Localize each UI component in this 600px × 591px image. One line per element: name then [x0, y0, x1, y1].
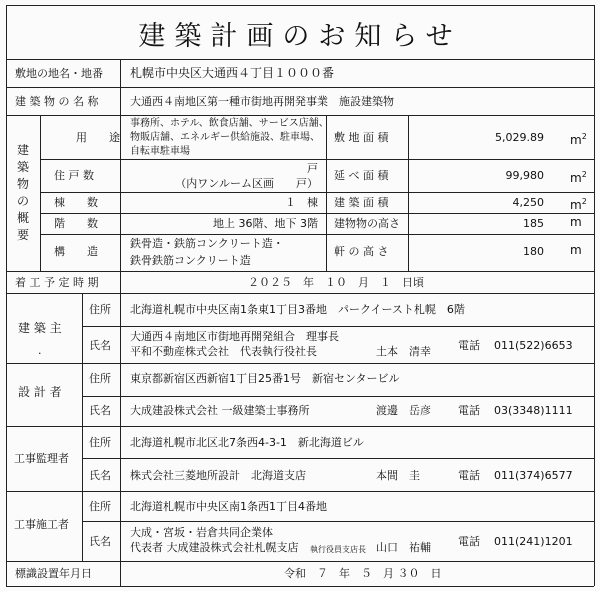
designer-tel-label: 電話 — [458, 404, 480, 417]
building-area-label: 建 築 面 積 — [334, 196, 389, 209]
contractor-address: 北海道札幌市中央区南1条西1丁目4番地 — [130, 500, 327, 513]
owner-address: 北海道札幌市中央区南1条東1丁目3番地 パークイースト札幌 6階 — [130, 303, 465, 316]
rule — [6, 59, 594, 60]
floor-area-unit: $m^2$ — [570, 170, 587, 185]
eaves-label: 軒 の 高 さ — [334, 245, 389, 258]
structure-label: 構 造 — [54, 245, 98, 258]
structure-line-1: 鉄骨造・鉄筋コンクリート造・ — [130, 237, 284, 250]
border-bottom — [6, 586, 594, 587]
supervisor-address-label: 住所 — [89, 436, 111, 449]
eaves-value: 180 — [523, 245, 544, 258]
supervisor-name: 株式会社三菱地所設計 北海道支店 — [130, 469, 306, 482]
rule — [120, 271, 121, 293]
owner-name-line-2: 平和不動産株式会社 代表執行役社長 — [130, 345, 317, 358]
use-line-2: 物販店舗、エネルギー供給施設、駐車場、 — [130, 132, 320, 143]
use-line-3: 自転車駐車場 — [130, 146, 190, 157]
supervisor-person: 本間 圭 — [376, 469, 420, 482]
start-label: 着 工 予 定 時 期 — [15, 276, 99, 289]
rule — [326, 115, 327, 271]
contractor-person: 山口 祐輔 — [376, 541, 431, 554]
overview-section-label: 建築物の概要 — [16, 143, 29, 242]
contractor-name-line-2: 代表者 大成建設株式会社札幌支店 — [130, 541, 299, 554]
owner-tel-label: 電話 — [458, 339, 480, 352]
rule — [6, 87, 594, 88]
owner-tel: 011(522)6653 — [494, 339, 573, 352]
supervisor-tel-label: 電話 — [458, 469, 480, 482]
site-area-label: 敷 地 面 積 — [334, 131, 389, 144]
buildings-label: 棟 数 — [54, 196, 98, 209]
designer-name-label: 氏名 — [89, 404, 111, 417]
rule — [40, 234, 594, 235]
building-name-label: 建 築 物 の 名 称 — [15, 95, 99, 108]
eaves-unit: m — [570, 243, 582, 257]
rule — [82, 396, 594, 397]
rule — [120, 293, 121, 561]
building-area-unit: $m^2$ — [570, 197, 587, 212]
floors-value: 地上 36階、地下 3階 — [213, 217, 318, 230]
site-label: 敷地の地名・地番 — [15, 67, 103, 80]
rule — [40, 213, 594, 214]
rule — [40, 159, 594, 160]
use-line-1: 事務所、ホテル、飲食店舗、サービス店舗、 — [130, 118, 329, 129]
designer-address: 東京都新宿区西新宿1丁目25番1号 新宿センタービル — [130, 372, 400, 385]
supervisor-address: 北海道札幌市北区北7条西4-3-1 新北海道ビル — [130, 436, 364, 449]
building-area-value: 4,250 — [512, 196, 544, 209]
rule — [82, 293, 83, 561]
border-left — [6, 5, 7, 586]
contractor-tel: 011(241)1201 — [494, 535, 573, 548]
floor-area-label: 延 べ 面 積 — [334, 169, 389, 182]
supervisor-label: 工事監理者 — [14, 452, 69, 465]
contractor-address-label: 住所 — [89, 500, 111, 513]
owner-name-line-1: 大通西４南地区市街地再開発組合 理事長 — [130, 330, 339, 343]
supervisor-tel: 011(374)6577 — [494, 469, 573, 482]
site-area-value: 5,029.89 — [495, 131, 544, 144]
rule — [82, 521, 594, 522]
floor-area-value: 99,980 — [505, 169, 544, 182]
contractor-name-label: 氏名 — [89, 535, 111, 548]
rule — [40, 115, 41, 271]
rule — [120, 59, 121, 115]
contractor-title: 執行役員支店長 — [310, 545, 366, 554]
building-name-value: 大通西４南地区第一種市街地再開発事業 施設建築物 — [130, 95, 394, 108]
designer-person: 渡邊 岳彦 — [376, 404, 431, 417]
height-label: 建物物の高さ — [334, 217, 400, 230]
rule — [40, 192, 594, 193]
rule — [120, 561, 121, 586]
site-value: 札幌市中央区大通西４丁目１０００番 — [130, 66, 335, 80]
owner-label: 建 築 主 — [18, 321, 62, 335]
rule — [6, 363, 594, 364]
posted-value: 令和 ７ 年 ５ 月 ３０ 日 — [284, 567, 442, 580]
owner-mark: . — [38, 344, 42, 357]
rule — [6, 491, 594, 492]
rule — [120, 115, 121, 271]
rule — [6, 293, 594, 294]
rule — [408, 115, 409, 271]
supervisor-name-label: 氏名 — [89, 469, 111, 482]
border-top — [6, 5, 594, 6]
contractor-name-line-1: 大成・宮坂・岩倉共同企業体 — [130, 526, 273, 539]
designer-name: 大成建設株式会社 一級建築士事務所 — [130, 404, 310, 417]
units-value: 戸 — [307, 162, 318, 175]
rule — [6, 271, 594, 272]
use-label: 用 途 — [76, 131, 120, 144]
border-right — [594, 5, 595, 586]
rule — [6, 426, 594, 427]
height-unit: m — [570, 215, 582, 229]
start-value: ２０２５ 年 １０ 月 １ 日頃 — [248, 276, 424, 289]
posted-label: 標識設置年月日 — [15, 567, 92, 580]
rule — [6, 115, 594, 116]
contractor-label: 工事施工者 — [14, 518, 69, 531]
notice-title: 建築計画のお知らせ — [138, 21, 462, 52]
units-oneroom: （内ワンルーム区画 戸） — [175, 177, 318, 190]
rule — [6, 561, 594, 562]
height-value: 185 — [523, 217, 544, 230]
buildings-value: １ 棟 — [285, 196, 318, 209]
units-label: 住 戸 数 — [54, 169, 94, 182]
designer-tel: 03(3348)1111 — [494, 404, 573, 417]
owner-person: 土本 清幸 — [376, 345, 431, 358]
designer-address-label: 住所 — [89, 372, 111, 385]
rule — [82, 458, 594, 459]
owner-address-label: 住所 — [89, 303, 111, 316]
rule — [82, 326, 594, 327]
structure-line-2: 鉄骨鉄筋コンクリート造 — [130, 254, 251, 267]
contractor-tel-label: 電話 — [458, 535, 480, 548]
owner-name-label: 氏名 — [89, 339, 111, 352]
designer-label: 設 計 者 — [18, 385, 62, 399]
site-area-unit: $m^2$ — [570, 132, 587, 147]
floors-label: 階 数 — [54, 217, 98, 230]
